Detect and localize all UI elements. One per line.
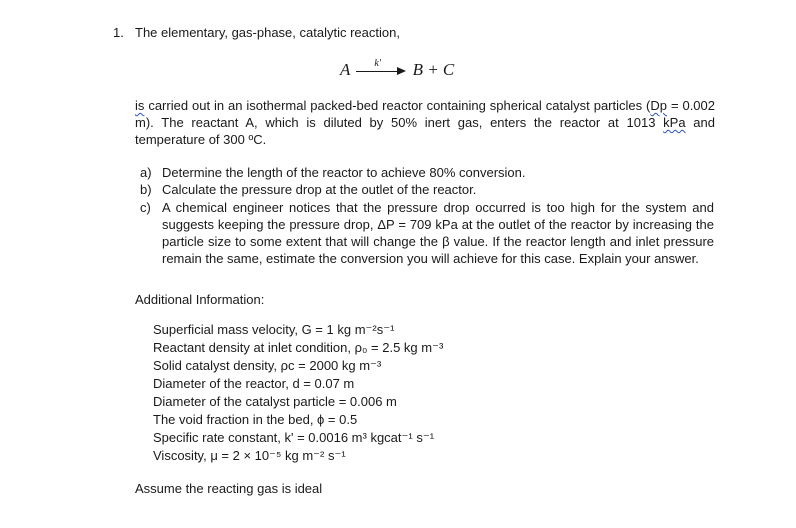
info-reactor-diameter: Diameter of the reactor, d = 0.07 m: [153, 376, 355, 391]
info-rate-constant: Specific rate constant, k' = 0.0016 m³ kgcat⁻¹ s⁻¹: [153, 430, 435, 445]
question-title: The elementary, gas-phase, catalytic reaction,: [135, 25, 400, 40]
subquestion-b-text: Calculate the pressure drop at the outlet of the reactor.: [162, 182, 477, 197]
description-text-2: = 0.002 m). The reactant A, which is diluted by 50% inert gas, enters the reactor at 1013: [135, 98, 715, 130]
info-reactant-density: Reactant density at inlet condition, ρ₀ = 2.5 kg m⁻³: [153, 340, 444, 355]
question-number: 1.: [113, 25, 124, 40]
ideal-gas-note: Assume the reacting gas is ideal: [135, 481, 323, 496]
reactant-label: A: [340, 60, 351, 79]
subquestion-b-label: b): [140, 182, 152, 197]
description-text-1: carried out in an isothermal packed-bed reactor containing spherical catalyst particles (: [144, 98, 651, 113]
subquestion-c-label: c): [140, 200, 151, 215]
kpa-unit: kPa: [663, 115, 686, 130]
dp-symbol: Dp: [650, 98, 668, 113]
info-void-fraction: The void fraction in the bed, ϕ = 0.5: [153, 412, 358, 427]
info-catalyst-density: Solid catalyst density, ρc = 2000 kg m⁻³: [153, 358, 382, 373]
description-text-3: and temperature of 300 ºC.: [135, 115, 715, 147]
info-particle-diameter: Diameter of the catalyst particle = 0.006 m: [153, 394, 397, 409]
subquestion-c-text: A chemical engineer notices that the pressure drop occurred is too high for the system and suggests keeping the pressure drop, ΔP = 709 kPa at the outlet of the reactor by increasing the particle size to some extent that will change the β value. If the reactor length and inlet pressure remain the same, estimate the conversion you will achieve for this case. Explain your answer.: [162, 200, 714, 266]
description-is: is: [135, 98, 145, 113]
products-label: B + C: [412, 60, 455, 79]
additional-info-heading: Additional Information:: [135, 292, 265, 307]
info-mass-velocity: Superficial mass velocity, G = 1 kg m⁻²s⁻¹: [153, 322, 395, 337]
problem-description: [135, 97, 715, 148]
subquestion-a-text: Determine the length of the reactor to achieve 80% conversion.: [162, 165, 526, 180]
info-viscosity: Viscosity, μ = 2 × 10⁻⁵ kg m⁻² s⁻¹: [153, 448, 346, 463]
subquestion-a-label: a): [140, 165, 152, 180]
reaction-equation: [340, 60, 454, 80]
rate-constant-label: k': [374, 58, 381, 70]
